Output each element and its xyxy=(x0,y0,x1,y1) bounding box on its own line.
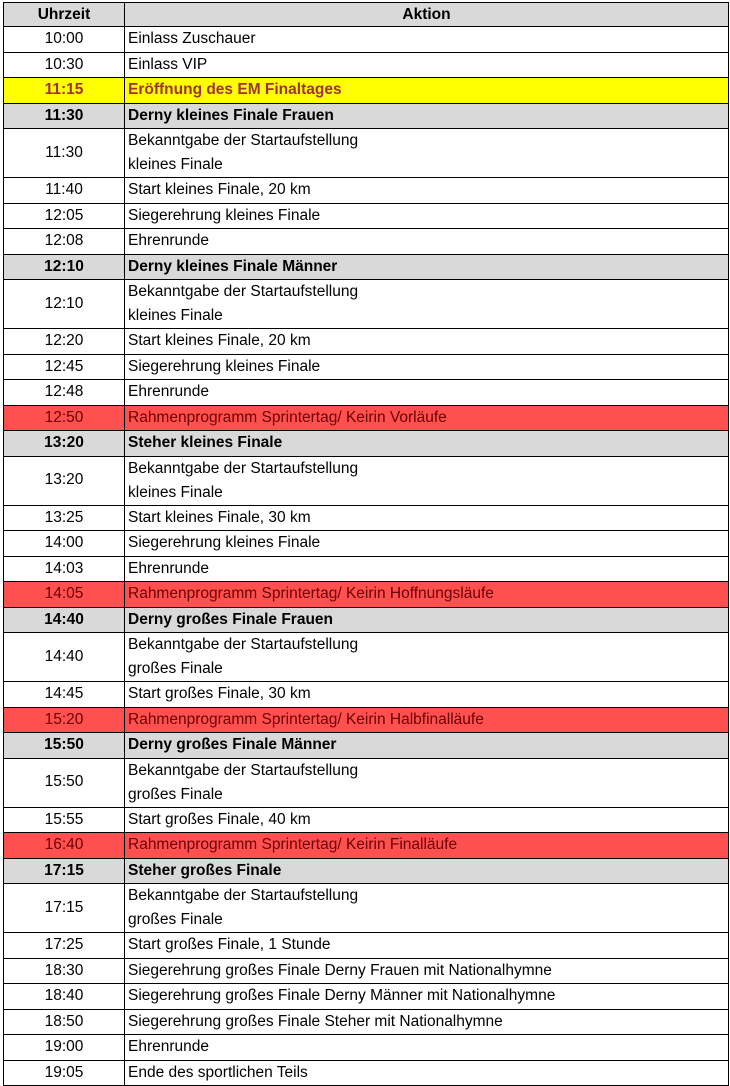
row-action xyxy=(125,531,729,557)
row-time: 13:20 xyxy=(4,456,125,505)
schedule-row-normal xyxy=(4,807,729,833)
action-text-line: großes Finale xyxy=(128,785,223,803)
row-time: 14:45 xyxy=(4,682,125,708)
row-time: 15:50 xyxy=(4,758,125,807)
row-action xyxy=(125,682,729,708)
schedule-table xyxy=(3,2,729,1086)
row-time: 16:40 xyxy=(4,833,125,859)
row-action xyxy=(125,27,729,53)
row-action xyxy=(125,1035,729,1061)
schedule-row-normal xyxy=(4,280,729,329)
schedule-row-normal xyxy=(4,633,729,682)
row-action xyxy=(125,884,729,933)
row-time: 19:05 xyxy=(4,1060,125,1086)
row-time: 12:10 xyxy=(4,254,125,280)
schedule-row-normal xyxy=(4,27,729,53)
row-time: 13:20 xyxy=(4,431,125,457)
row-time: 14:03 xyxy=(4,556,125,582)
action-text-line: Steher großes Finale xyxy=(128,861,282,879)
schedule-row-normal xyxy=(4,1009,729,1035)
row-action xyxy=(125,858,729,884)
action-text-line: großes Finale xyxy=(128,660,223,677)
action-text-line: kleines Finale xyxy=(128,307,223,324)
row-action xyxy=(125,984,729,1010)
schedule-row-section xyxy=(4,858,729,884)
schedule-row-normal xyxy=(4,229,729,255)
action-text-line: Bekanntgabe der Startaufstellung xyxy=(128,132,359,149)
row-action xyxy=(125,1060,729,1086)
action-text-line: Siegerehrung kleines Finale xyxy=(128,534,321,552)
action-text-line: Derny kleines Finale Frauen xyxy=(128,106,334,124)
row-time: 17:25 xyxy=(4,933,125,959)
schedule-body xyxy=(4,27,729,1086)
header-row xyxy=(4,3,729,27)
action-text-line: Einlass Zuschauer xyxy=(128,30,256,48)
header-time: Uhrzeit xyxy=(4,3,125,27)
row-action xyxy=(125,833,729,859)
schedule-row-normal xyxy=(4,556,729,582)
action-text-line: Eröffnung des EM Finaltages xyxy=(128,81,342,99)
row-time: 15:55 xyxy=(4,807,125,833)
row-action xyxy=(125,633,729,682)
row-time: 10:00 xyxy=(4,27,125,53)
row-time: 12:45 xyxy=(4,354,125,380)
action-text-line: kleines Finale xyxy=(128,483,223,501)
row-action xyxy=(125,958,729,984)
row-time: 15:20 xyxy=(4,707,125,733)
row-action xyxy=(125,733,729,759)
row-action xyxy=(125,405,729,431)
action-text-line: kleines Finale xyxy=(128,156,223,173)
action-text-line: Bekanntgabe der Startaufstellung xyxy=(128,887,359,904)
action-text-line: Bekanntgabe der Startaufstellung xyxy=(128,459,359,477)
schedule-row-normal xyxy=(4,203,729,229)
action-text-line: Einlass VIP xyxy=(128,55,208,73)
schedule-row-normal xyxy=(4,884,729,933)
row-action xyxy=(125,78,729,104)
row-time: 17:15 xyxy=(4,858,125,884)
schedule-row-normal xyxy=(4,505,729,531)
row-action xyxy=(125,380,729,406)
action-text-line: Derny kleines Finale Männer xyxy=(128,257,338,275)
row-time: 12:08 xyxy=(4,229,125,255)
action-text-line: Start großes Finale, 40 km xyxy=(128,810,311,828)
schedule-row-red xyxy=(4,582,729,608)
action-text-line: Ehrenrunde xyxy=(128,383,210,401)
row-action xyxy=(125,582,729,608)
action-text-line: Rahmenprogramm Sprintertag/ Keirin Vorläufe xyxy=(128,408,447,426)
row-time: 14:40 xyxy=(4,607,125,633)
action-text-line: Start großes Finale, 1 Stunde xyxy=(128,936,331,954)
row-time: 14:05 xyxy=(4,582,125,608)
row-action xyxy=(125,129,729,178)
row-time: 14:40 xyxy=(4,633,125,682)
row-action xyxy=(125,807,729,833)
schedule-row-section xyxy=(4,103,729,129)
schedule-row-normal xyxy=(4,129,729,178)
action-text-line: Siegerehrung großes Finale Derny Frauen mit Nationalhymne xyxy=(128,961,552,979)
action-text-line: Start kleines Finale, 20 km xyxy=(128,332,311,350)
row-time: 12:10 xyxy=(4,280,125,329)
row-time: 17:15 xyxy=(4,884,125,933)
action-text-line: Bekanntgabe der Startaufstellung xyxy=(128,761,359,779)
row-action xyxy=(125,933,729,959)
action-text-line: Ende des sportlichen Teils xyxy=(128,1063,308,1081)
schedule-row-normal xyxy=(4,682,729,708)
row-action xyxy=(125,254,729,280)
row-time: 18:30 xyxy=(4,958,125,984)
row-action xyxy=(125,354,729,380)
schedule-row-section xyxy=(4,733,729,759)
row-time: 15:50 xyxy=(4,733,125,759)
action-text-line: Bekanntgabe der Startaufstellung xyxy=(128,283,359,300)
schedule-row-red xyxy=(4,405,729,431)
action-text-line: Siegerehrung großes Finale Derny Männer mit Nationalhymne xyxy=(128,987,556,1005)
schedule-row-red xyxy=(4,707,729,733)
schedule-row-highlight xyxy=(4,78,729,104)
row-action xyxy=(125,52,729,78)
row-time: 13:25 xyxy=(4,505,125,531)
action-text-line: Start kleines Finale, 20 km xyxy=(128,181,311,199)
row-time: 18:50 xyxy=(4,1009,125,1035)
header-action: Aktion xyxy=(125,3,729,27)
row-action xyxy=(125,456,729,505)
row-action xyxy=(125,758,729,807)
row-action xyxy=(125,103,729,129)
action-text-line: Siegerehrung großes Finale Steher mit Nationalhymne xyxy=(128,1012,503,1030)
row-action xyxy=(125,431,729,457)
row-time: 14:00 xyxy=(4,531,125,557)
action-text-line: Ehrenrunde xyxy=(128,559,210,577)
action-text-line: Start kleines Finale, 30 km xyxy=(128,508,311,526)
schedule-row-normal xyxy=(4,329,729,355)
schedule-row-normal xyxy=(4,1060,729,1086)
row-action xyxy=(125,178,729,204)
row-time: 12:50 xyxy=(4,405,125,431)
row-time: 11:15 xyxy=(4,78,125,104)
action-text-line: Steher kleines Finale xyxy=(128,434,283,452)
row-action xyxy=(125,505,729,531)
schedule-row-normal xyxy=(4,958,729,984)
row-time: 19:00 xyxy=(4,1035,125,1061)
row-action xyxy=(125,707,729,733)
schedule-row-normal xyxy=(4,456,729,505)
row-action xyxy=(125,280,729,329)
action-text-line: Ehrenrunde xyxy=(128,1038,210,1056)
row-time: 11:40 xyxy=(4,178,125,204)
schedule-row-section xyxy=(4,431,729,457)
row-time: 11:30 xyxy=(4,129,125,178)
row-action xyxy=(125,556,729,582)
row-time: 18:40 xyxy=(4,984,125,1010)
schedule-row-normal xyxy=(4,1035,729,1061)
action-text-line: Siegerehrung kleines Finale xyxy=(128,206,321,224)
row-time: 12:05 xyxy=(4,203,125,229)
action-text-line: Rahmenprogramm Sprintertag/ Keirin Finalläufe xyxy=(128,836,458,854)
action-text-line: großes Finale xyxy=(128,911,223,928)
schedule-row-section xyxy=(4,607,729,633)
row-time: 10:30 xyxy=(4,52,125,78)
row-time: 12:48 xyxy=(4,380,125,406)
action-text-line: Rahmenprogramm Sprintertag/ Keirin Hoffnungsläufe xyxy=(128,585,494,603)
schedule-row-normal xyxy=(4,758,729,807)
action-text-line: Derny großes Finale Frauen xyxy=(128,610,333,628)
row-action xyxy=(125,1009,729,1035)
action-text-line: Derny großes Finale Männer xyxy=(128,736,337,754)
schedule-row-normal xyxy=(4,178,729,204)
action-text-line: Siegerehrung kleines Finale xyxy=(128,357,321,375)
schedule-row-red xyxy=(4,833,729,859)
row-time: 12:20 xyxy=(4,329,125,355)
action-text-line: Ehrenrunde xyxy=(128,232,210,250)
action-text-line: Rahmenprogramm Sprintertag/ Keirin Halbfinalläufe xyxy=(128,710,484,728)
schedule-row-normal xyxy=(4,984,729,1010)
schedule-row-normal xyxy=(4,354,729,380)
row-action xyxy=(125,607,729,633)
row-action xyxy=(125,329,729,355)
row-action xyxy=(125,203,729,229)
schedule-row-normal xyxy=(4,531,729,557)
row-time: 11:30 xyxy=(4,103,125,129)
action-text-line: Start großes Finale, 30 km xyxy=(128,685,311,703)
schedule-row-normal xyxy=(4,933,729,959)
schedule-row-section xyxy=(4,254,729,280)
schedule-row-normal xyxy=(4,52,729,78)
schedule-row-normal xyxy=(4,380,729,406)
action-text-line: Bekanntgabe der Startaufstellung xyxy=(128,636,359,653)
row-action xyxy=(125,229,729,255)
